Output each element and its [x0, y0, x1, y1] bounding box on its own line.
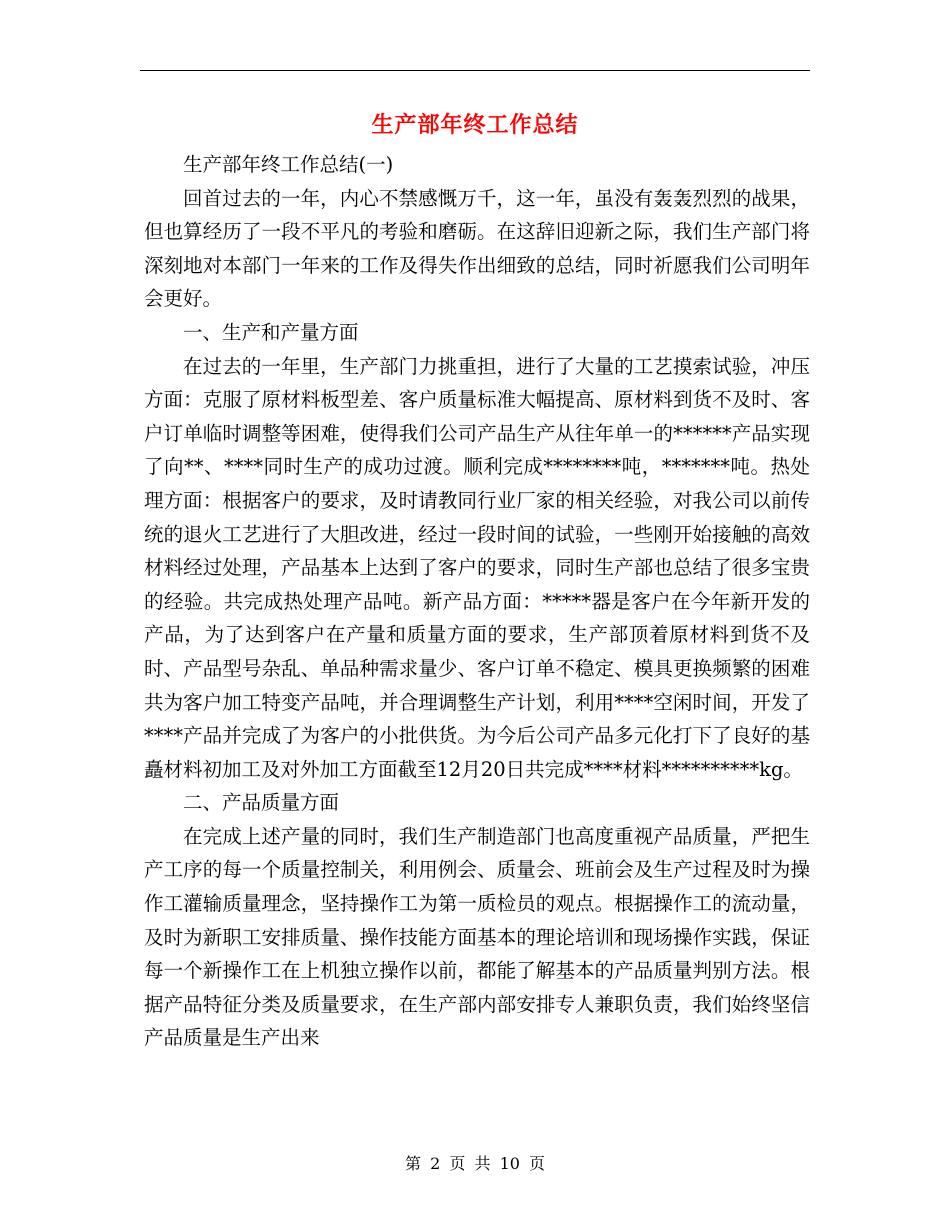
paragraph-quality: 在完成上述产量的同时，我们生产制造部门也高度重视产品质量，严把生产工序的每一个质量控制关，利用例会、质量会、班前会及生产过程及时为操作工灌输质量理念，坚持操作工为第一质检员的观点。根据操作工的流动量，及时为新职工安排质量、操作技能方面基本的理论培训和现场操作实践，保证每一个新操作工在上机独立操作以前，都能了解基本的产品质量判别方法。根据产品特征分类及质量要求，在生产部内部安排专人兼职负责，我们始终坚信产品质量是生产出来	[144, 824, 810, 1050]
footer-page-word: 页	[449, 1154, 466, 1173]
paragraph-subtitle: 生产部年终工作总结(一)	[183, 153, 394, 176]
footer-prefix: 第	[404, 1154, 421, 1173]
section-heading-production: 一、生产和产量方面	[183, 320, 359, 344]
document-body	[144, 148, 810, 1055]
section-heading-quality: 二、产品质量方面	[183, 791, 340, 815]
header-rule	[140, 70, 810, 71]
paragraph-intro: 回首过去的一年，内心不禁感慨万千，这一年，虽没有轰轰烈烈的战果，但也算经历了一段不平凡的考验和磨砺。在这辞旧迎新之际，我们生产部门将深刻地对本部门一年来的工作及得失作出细致的总结，同时祈愿我们公司明年会更好。	[144, 186, 810, 311]
page-footer	[0, 1152, 950, 1176]
paragraph-production: 在过去的一年里，生产部门力挑重担，进行了大量的工艺摸索试验，冲压方面：克服了原材料板型差、客户质量标准大幅提高、原材料到货不及时、客户订单临时调整等困难，使得我们公司产品生产从往年单一的******产品实现了向**、****同时生产的成功过渡。顺利完成********吨，*******吨。热处理方面：根据客户的要求，及时请教同行业厂家的相关经验，对我公司以前传统的退火工艺进行了大胆改进，经过一段时间的试验，一些刚开始接触的高效材料经过处理，产品基本上达到了客户的要求，同时生产部也总结了很多宝贵的经验。共完成热处理产品吨。新产品方面：*****器是客户在今年新开发的产品，为了达到客户在产量和质量方面的要求，生产部顶着原材料到货不及时、产品型号杂乱、单品种需求量少、客户订单不稳定、模具更换频繁的困难共为客户加工特变产品吨，并合理调整生产计划，利用****空闲时间，开发了****产品并完成了为客户的小批供货。为今后公司产品多元化打下了良好的基矗材料初加工及对外加工方面截至12月20日共完成****材料**********kg。	[144, 354, 810, 781]
footer-current-page: 2	[430, 1154, 441, 1173]
footer-suffix: 页	[529, 1154, 546, 1173]
footer-total-pages: 10	[499, 1154, 520, 1173]
footer-total-word: 共	[474, 1154, 491, 1173]
document-title: 生产部年终工作总结	[371, 112, 579, 138]
